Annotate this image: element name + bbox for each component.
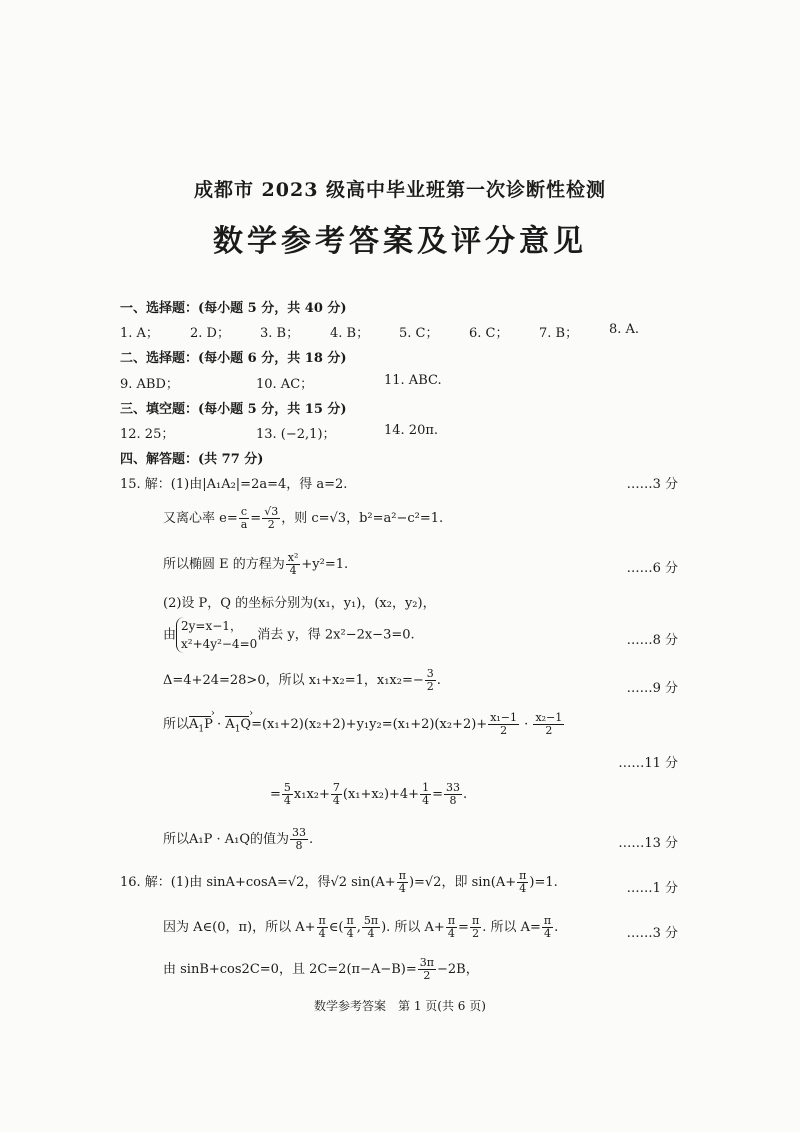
answer-item: 7. B； — [539, 326, 579, 341]
answer-item: 5. C； — [399, 326, 439, 341]
answer-item: 10. AC； — [256, 377, 314, 392]
answer-item: 3. B； — [260, 326, 300, 341]
fraction: $\frac{3}{2}$ — [426, 667, 434, 693]
fraction: $\frac{\pi}{4}$ — [447, 914, 456, 940]
answer-item: 1. A； — [120, 326, 159, 341]
score-mark: ……1 分 — [626, 881, 678, 896]
fraction: $\frac{\pi}{4}$ — [346, 914, 354, 940]
section-heading-2: 二、选择题：(每小题 6 分，共 18 分) — [120, 351, 347, 366]
answer-item: 13. (−2,1)； — [256, 427, 336, 442]
answer-item: 14. 20π. — [384, 423, 439, 438]
q15-line-2: 又离心率 e= $\frac{c}{a}$ = $\frac{√3}{2}$ ，则 c=√3，b²=a²−c²=1. — [163, 505, 444, 531]
page-footer: 数学参考答案 第 1 页(共 6 页) — [314, 999, 486, 1013]
section-heading-4: 四、解答题：(共 77 分) — [120, 452, 264, 467]
score-mark: ……9 分 — [626, 681, 678, 696]
fraction: $\frac{33}{8}$ — [445, 781, 460, 807]
equation-system: 2y=x−1， x²+4y²−4=0 — [176, 617, 257, 653]
score-mark: ……3 分 — [626, 477, 678, 492]
fraction: $\frac{5}{4}$ — [283, 781, 291, 807]
score-mark: ……8 分 — [626, 633, 678, 648]
score-mark: ……3 分 — [626, 926, 678, 941]
q15-line-4: (2)设 P，Q 的坐标分别为(x₁，y₁)，(x₂，y₂)， — [163, 596, 436, 611]
fraction: $\frac{7}{4}$ — [332, 781, 340, 807]
answer-key-title: 数学参考答案及评分意见 — [213, 224, 587, 259]
q16-line-2: 因为 A∈(0，π)，所以 A+ $\frac{\pi}{4}$ ∈( $\frac{\pi}{4}$ , $\frac{5\pi}{4}$ ). 所以 A+ $\frac{\pi}{4}$ = $\frac{\pi}{2}$ . 所以 A= $\frac{\pi}{4}$ . — [163, 914, 559, 940]
fraction: $\frac{\text{x₁−1}}{2}$ — [490, 711, 518, 737]
q15-line-3: 所以椭圆 E 的方程为 $\frac{\text{x²}}{4}$ +y²=1. — [163, 551, 349, 577]
answer-item: 12. 25； — [120, 427, 175, 442]
score-mark: ……11 分 — [618, 756, 678, 771]
score-mark: ……13 分 — [618, 836, 678, 851]
fraction: $\frac{c}{a}$ — [240, 505, 248, 531]
answer-item: 6. C； — [469, 326, 509, 341]
fraction: $\frac{\pi}{4}$ — [318, 914, 326, 940]
fraction: $\frac{\pi}{4}$ — [519, 869, 527, 895]
answer-item: 8. A. — [609, 322, 640, 337]
fraction: $\frac{√3}{2}$ — [264, 505, 279, 531]
fraction: $\frac{33}{8}$ — [292, 826, 307, 852]
fraction: $\frac{\pi}{4}$ — [543, 914, 552, 940]
answer-item: 9. ABD； — [120, 377, 179, 392]
fraction: $\frac{\pi}{4}$ — [398, 869, 406, 895]
q16-line-3: 由 sinB+cos2C=0，且 2C=2(π−A−B)= $\frac{3\pi}{2}$ −2B， — [163, 956, 479, 982]
section-heading-3: 三、填空题：(每小题 5 分，共 15 分) — [120, 402, 347, 417]
q15-line-6: Δ=4+24=28>0，所以 x₁+x₂=1，x₁x₂=− $\frac{3}{2}$ . — [163, 667, 441, 693]
fraction: $\frac{\text{x²}}{4}$ — [287, 551, 299, 577]
q15-line-8: = $\frac{5}{4}$ x₁x₂+ $\frac{7}{4}$ (x₁+x₂)+4+ $\frac{1}{4}$ = $\frac{33}{8}$ . — [270, 781, 468, 807]
q16-line-1: 16. 解：(1)由 sinA+cosA=√2，得√2 sin(A+ $\frac{\pi}{4}$ )=√2，即 sin(A+ $\frac{\pi}{4}$ )=1. — [120, 869, 558, 895]
fraction: $\frac{\text{x₂−1}}{2}$ — [535, 711, 563, 737]
fraction: $\frac{1}{4}$ — [422, 781, 430, 807]
answer-item: 4. B； — [330, 326, 370, 341]
answer-item: 11. ABC. — [384, 373, 442, 388]
q15-line-1: 15. 解：(1)由|A₁A₂|=2a=4，得 a=2. — [120, 477, 348, 492]
exam-title: 成都市 2023 级高中毕业班第一次诊断性检测 — [193, 179, 607, 201]
section-heading-1: 一、选择题：(每小题 5 分，共 40 分) — [120, 301, 347, 316]
fraction: $\frac{\pi}{2}$ — [471, 914, 480, 940]
answer-item: 2. D； — [190, 326, 230, 341]
score-mark: ……6 分 — [626, 561, 678, 576]
q15-line-9: 所以A₁P · A₁Q的值为 $\frac{33}{8}$ . — [163, 826, 314, 852]
fraction: $\frac{5\pi}{4}$ — [363, 914, 379, 940]
q15-line-5: 由 2y=x−1， x²+4y²−4=0 消去 y，得 2x²−2x−3=0. — [163, 619, 415, 651]
fraction: $\frac{3\pi}{2}$ — [419, 956, 434, 982]
q15-line-7: 所以$A_1P$ › · $A_1Q$ ›=(x₁+2)(x₂+2)+y₁y₂=(x₁+2)(x₂+2)+ $\frac{\text{x₁−1}}{2}$ · $\frac{\text{x₂−1}}{2}$ — [163, 712, 565, 737]
